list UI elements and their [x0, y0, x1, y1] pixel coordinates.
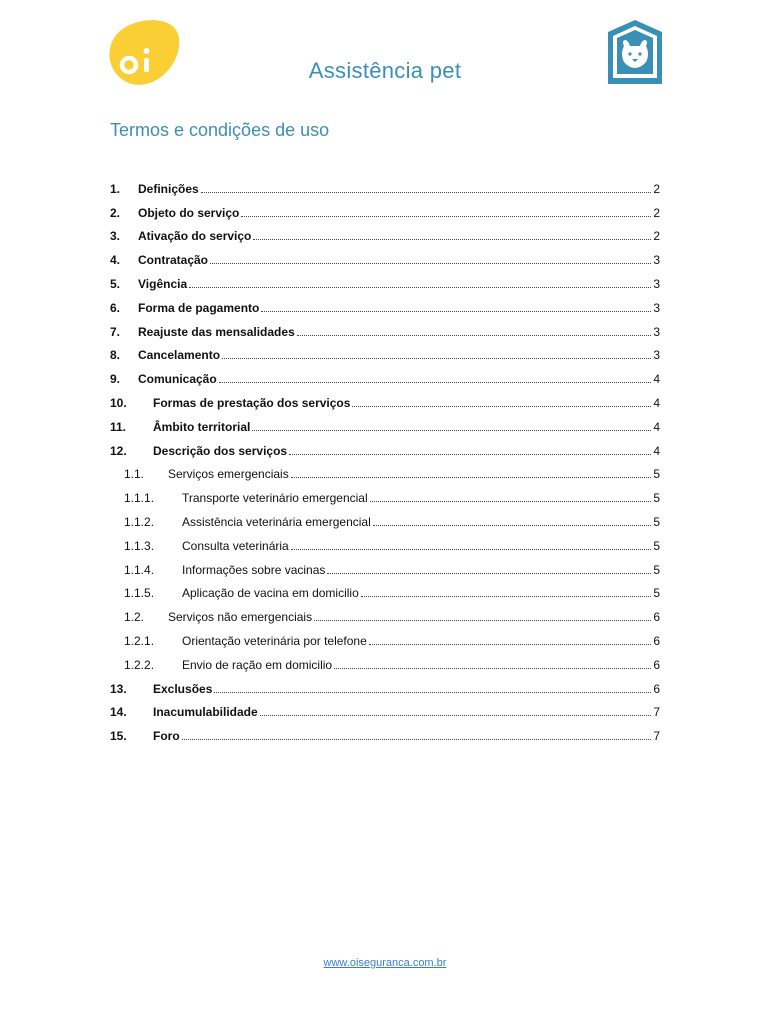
toc-entry-label: Definições	[138, 181, 199, 196]
toc-entry[interactable]	[110, 577, 660, 601]
toc-entry-number: 2.	[110, 205, 121, 220]
toc-leader-dots	[189, 287, 651, 288]
toc-leader-dots	[222, 358, 651, 359]
toc-entry-label: Serviços emergenciais	[168, 467, 289, 482]
toc-entry-number: 1.2.2.	[124, 657, 155, 672]
toc-entry[interactable]	[110, 220, 660, 244]
toc-entry-label: Aplicação de vacina em domicilio	[182, 586, 359, 601]
toc-entry-label: Formas de prestação dos serviços	[153, 395, 351, 410]
toc-leader-dots	[373, 525, 652, 526]
toc-entry[interactable]	[110, 386, 660, 410]
toc-entry[interactable]	[110, 648, 660, 672]
footer-website-link[interactable]: www.oiseguranca.com.br	[323, 957, 447, 969]
toc-entry-number: 1.1.	[124, 467, 145, 482]
toc-entry[interactable]	[110, 362, 660, 386]
toc-entry-number: 14.	[110, 705, 127, 720]
toc-entry-page: 3	[653, 253, 660, 268]
toc-entry[interactable]	[110, 719, 660, 743]
toc-leader-dots	[261, 311, 651, 312]
toc-entry[interactable]	[110, 315, 660, 339]
toc-leader-dots	[253, 239, 651, 240]
toc-entry-page: 4	[653, 395, 660, 410]
toc-entry-label: Serviços não emergenciais	[168, 610, 313, 625]
toc-entry-page: 2	[653, 229, 660, 244]
toc-leader-dots	[252, 430, 651, 431]
toc-entry-label: Objeto do serviço	[138, 205, 240, 220]
toc-entry[interactable]	[110, 481, 660, 505]
toc-entry-page: 3	[653, 300, 660, 315]
toc-entry[interactable]	[110, 600, 660, 624]
toc-leader-dots	[182, 739, 652, 740]
toc-entry-page: 7	[653, 729, 660, 744]
toc-entry-number: 1.	[110, 181, 121, 196]
toc-entry-number: 1.1.3.	[124, 538, 155, 553]
toc-entry-label: Informações sobre vacinas	[182, 562, 326, 577]
toc-entry[interactable]	[110, 458, 660, 482]
toc-entry-page: 5	[653, 491, 660, 506]
toc-entry-page: 5	[653, 538, 660, 553]
toc-entry-page: 3	[653, 348, 660, 363]
toc-leader-dots	[219, 382, 652, 383]
toc-entry[interactable]	[110, 172, 660, 196]
toc-entry-number: 1.2.1.	[124, 633, 155, 648]
section-title: Termos e condições de uso	[110, 120, 330, 140]
toc-entry-label: Forma de pagamento	[138, 300, 260, 315]
toc-entry-page: 7	[653, 705, 660, 720]
toc-entry[interactable]	[110, 672, 660, 696]
toc-entry-number: 3.	[110, 229, 121, 244]
toc-entry-label: Foro	[153, 729, 180, 744]
toc-entry-number: 11.	[110, 419, 127, 434]
toc-leader-dots	[314, 620, 651, 621]
toc-entry-page: 5	[653, 586, 660, 601]
toc-entry[interactable]	[110, 505, 660, 529]
toc-entry-page: 6	[653, 657, 660, 672]
toc-entry[interactable]	[110, 624, 660, 648]
toc-entry-label: Orientação veterinária por telefone	[182, 633, 367, 648]
toc-leader-dots	[352, 406, 651, 407]
toc-entry[interactable]	[110, 196, 660, 220]
toc-entry-number: 1.1.5.	[124, 586, 155, 601]
toc-entry-page: 2	[653, 181, 660, 196]
toc-leader-dots	[370, 501, 652, 502]
toc-entry-label: Exclusões	[153, 681, 213, 696]
document-title: Assistência pet	[308, 58, 462, 83]
toc-entry-number: 6.	[110, 300, 121, 315]
toc-entry-label: Transporte veterinário emergencial	[182, 491, 368, 506]
toc-entry-page: 5	[653, 514, 660, 529]
toc-leader-dots	[214, 692, 651, 693]
toc-leader-dots	[260, 715, 652, 716]
toc-entry-page: 4	[653, 419, 660, 434]
toc-leader-dots	[210, 263, 651, 264]
toc-leader-dots	[291, 477, 652, 478]
toc-entry-label: Descrição dos serviços	[153, 443, 288, 458]
toc-entry-label: Reajuste das mensalidades	[138, 324, 295, 339]
toc-entry-number: 15.	[110, 729, 127, 744]
toc-entry-label: Vigência	[138, 276, 188, 291]
toc-entry-page: 6	[653, 633, 660, 648]
toc-entry[interactable]	[110, 529, 660, 553]
toc-leader-dots	[241, 216, 651, 217]
toc-entry-label: Assistência veterinária emergencial	[182, 514, 371, 529]
toc-entry-number: 1.1.1.	[124, 491, 155, 506]
toc-leader-dots	[327, 573, 651, 574]
toc-entry-page: 2	[653, 205, 660, 220]
table-of-contents	[110, 172, 660, 743]
toc-entry-number: 1.1.2.	[124, 514, 155, 529]
toc-entry[interactable]	[110, 243, 660, 267]
toc-entry-label: Inacumulabilidade	[153, 705, 258, 720]
toc-entry-number: 12.	[110, 443, 127, 458]
toc-leader-dots	[201, 192, 652, 193]
toc-leader-dots	[334, 668, 651, 669]
toc-entry[interactable]	[110, 410, 660, 434]
toc-leader-dots	[289, 454, 651, 455]
toc-entry-number: 13.	[110, 681, 127, 696]
toc-entry[interactable]	[110, 267, 660, 291]
dog-shield-icon	[604, 18, 666, 88]
toc-entry-page: 3	[653, 324, 660, 339]
toc-entry-label: Cancelamento	[138, 348, 221, 363]
toc-entry-label: Consulta veterinária	[182, 538, 289, 553]
toc-entry-number: 8.	[110, 348, 121, 363]
toc-leader-dots	[361, 596, 652, 597]
toc-entry-number: 4.	[110, 253, 121, 268]
toc-entry-number: 1.1.4.	[124, 562, 155, 577]
toc-leader-dots	[369, 644, 652, 645]
toc-entry-number: 9.	[110, 372, 121, 387]
toc-entry-label: Comunicação	[138, 372, 217, 387]
toc-entry-number: 1.2.	[124, 610, 145, 625]
toc-entry[interactable]	[110, 553, 660, 577]
toc-entry[interactable]	[110, 696, 660, 720]
toc-entry-label: Âmbito territorial	[153, 419, 251, 434]
toc-entry-page: 5	[653, 467, 660, 482]
toc-leader-dots	[291, 549, 652, 550]
toc-entry[interactable]	[110, 339, 660, 363]
toc-entry-page: 3	[653, 276, 660, 291]
toc-entry-page: 5	[653, 562, 660, 577]
toc-entry[interactable]	[110, 291, 660, 315]
toc-entry-page: 4	[653, 372, 660, 387]
toc-leader-dots	[297, 335, 652, 336]
toc-entry-label: Envio de ração em domicilio	[182, 657, 333, 672]
toc-entry[interactable]	[110, 434, 660, 458]
toc-entry-number: 7.	[110, 324, 121, 339]
toc-entry-page: 4	[653, 443, 660, 458]
toc-entry-page: 6	[653, 681, 660, 696]
toc-entry-number: 10.	[110, 395, 127, 410]
toc-entry-label: Contratação	[138, 253, 209, 268]
toc-entry-label: Ativação do serviço	[138, 229, 252, 244]
toc-entry-number: 5.	[110, 276, 121, 291]
toc-entry-page: 6	[653, 610, 660, 625]
